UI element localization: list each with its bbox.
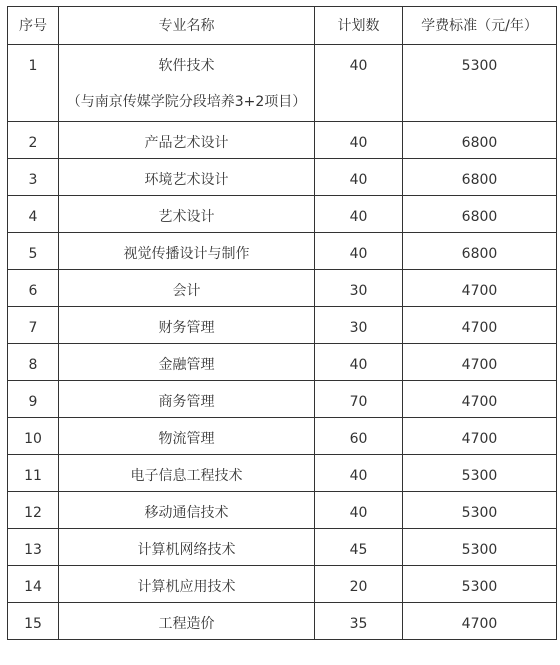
table-header-row xyxy=(8,7,557,45)
cell-no: 2 xyxy=(8,122,59,159)
cell-major-name: 商务管理 xyxy=(59,381,315,418)
cell-tuition: 4700 xyxy=(403,270,557,307)
cell-plan-count: 20 xyxy=(315,566,403,603)
cell-tuition: 6800 xyxy=(403,196,557,233)
cell-major-name: 产品艺术设计 xyxy=(59,122,315,159)
header-plan-count: 计划数 xyxy=(315,7,403,45)
cell-no: 7 xyxy=(8,307,59,344)
cell-tuition: 5300 xyxy=(403,566,557,603)
cell-tuition: 5300 xyxy=(403,529,557,566)
cell-plan-count: 40 xyxy=(315,196,403,233)
table-row xyxy=(8,233,557,270)
cell-plan-count: 30 xyxy=(315,270,403,307)
cell-no: 8 xyxy=(8,344,59,381)
cell-plan-count: 45 xyxy=(315,529,403,566)
cell-no: 6 xyxy=(8,270,59,307)
table-row xyxy=(8,566,557,603)
table-row xyxy=(8,492,557,529)
table-row xyxy=(8,307,557,344)
table-row xyxy=(8,196,557,233)
cell-major-name: 环境艺术设计 xyxy=(59,159,315,196)
cell-no: 9 xyxy=(8,381,59,418)
cell-no: 12 xyxy=(8,492,59,529)
cell-no: 3 xyxy=(8,159,59,196)
cell-major-name: 会计 xyxy=(59,270,315,307)
cell-no: 11 xyxy=(8,455,59,492)
cell-major-name: 工程造价 xyxy=(59,603,315,640)
table-row xyxy=(8,344,557,381)
cell-tuition: 6800 xyxy=(403,122,557,159)
table-row xyxy=(8,122,557,159)
cell-no: 5 xyxy=(8,233,59,270)
cell-plan-count: 35 xyxy=(315,603,403,640)
cell-no: 4 xyxy=(8,196,59,233)
cell-major-name: 视觉传播设计与制作 xyxy=(59,233,315,270)
cell-tuition: 4700 xyxy=(403,603,557,640)
cell-major-name: 移动通信技术 xyxy=(59,492,315,529)
table-row xyxy=(8,455,557,492)
header-major-name: 专业名称 xyxy=(59,7,315,45)
table-row xyxy=(8,603,557,640)
cell-plan-count: 40 xyxy=(315,45,403,122)
cell-no: 1 xyxy=(8,45,59,122)
table-row xyxy=(8,270,557,307)
cell-no: 15 xyxy=(8,603,59,640)
cell-major-name xyxy=(59,45,315,122)
enrollment-table xyxy=(7,6,557,640)
cell-plan-count: 40 xyxy=(315,455,403,492)
cell-no: 14 xyxy=(8,566,59,603)
cell-tuition: 6800 xyxy=(403,233,557,270)
cell-no: 13 xyxy=(8,529,59,566)
cell-major-name: 金融管理 xyxy=(59,344,315,381)
cell-plan-count: 40 xyxy=(315,492,403,529)
cell-major-name: 艺术设计 xyxy=(59,196,315,233)
cell-tuition: 4700 xyxy=(403,307,557,344)
cell-plan-count: 40 xyxy=(315,122,403,159)
cell-major-name: 物流管理 xyxy=(59,418,315,455)
cell-major-name: 计算机应用技术 xyxy=(59,566,315,603)
table-row xyxy=(8,45,557,122)
table-row xyxy=(8,159,557,196)
cell-tuition: 5300 xyxy=(403,45,557,122)
major-note-text: （与南京传媒学院分段培养3+2项目） xyxy=(66,94,307,110)
cell-tuition: 5300 xyxy=(403,492,557,529)
cell-tuition: 6800 xyxy=(403,159,557,196)
table-row xyxy=(8,418,557,455)
table-row xyxy=(8,381,557,418)
cell-tuition: 4700 xyxy=(403,418,557,455)
table-row xyxy=(8,529,557,566)
cell-major-name: 财务管理 xyxy=(59,307,315,344)
header-no: 序号 xyxy=(8,7,59,45)
cell-tuition: 4700 xyxy=(403,344,557,381)
cell-tuition: 5300 xyxy=(403,455,557,492)
cell-plan-count: 70 xyxy=(315,381,403,418)
cell-plan-count: 40 xyxy=(315,233,403,270)
cell-major-name: 计算机网络技术 xyxy=(59,529,315,566)
cell-tuition: 4700 xyxy=(403,381,557,418)
cell-plan-count: 30 xyxy=(315,307,403,344)
cell-plan-count: 40 xyxy=(315,344,403,381)
cell-plan-count: 60 xyxy=(315,418,403,455)
cell-no: 10 xyxy=(8,418,59,455)
cell-major-name: 电子信息工程技术 xyxy=(59,455,315,492)
cell-plan-count: 40 xyxy=(315,159,403,196)
major-name-text: 软件技术 xyxy=(158,58,215,74)
header-tuition: 学费标准（元/年） xyxy=(403,7,557,45)
